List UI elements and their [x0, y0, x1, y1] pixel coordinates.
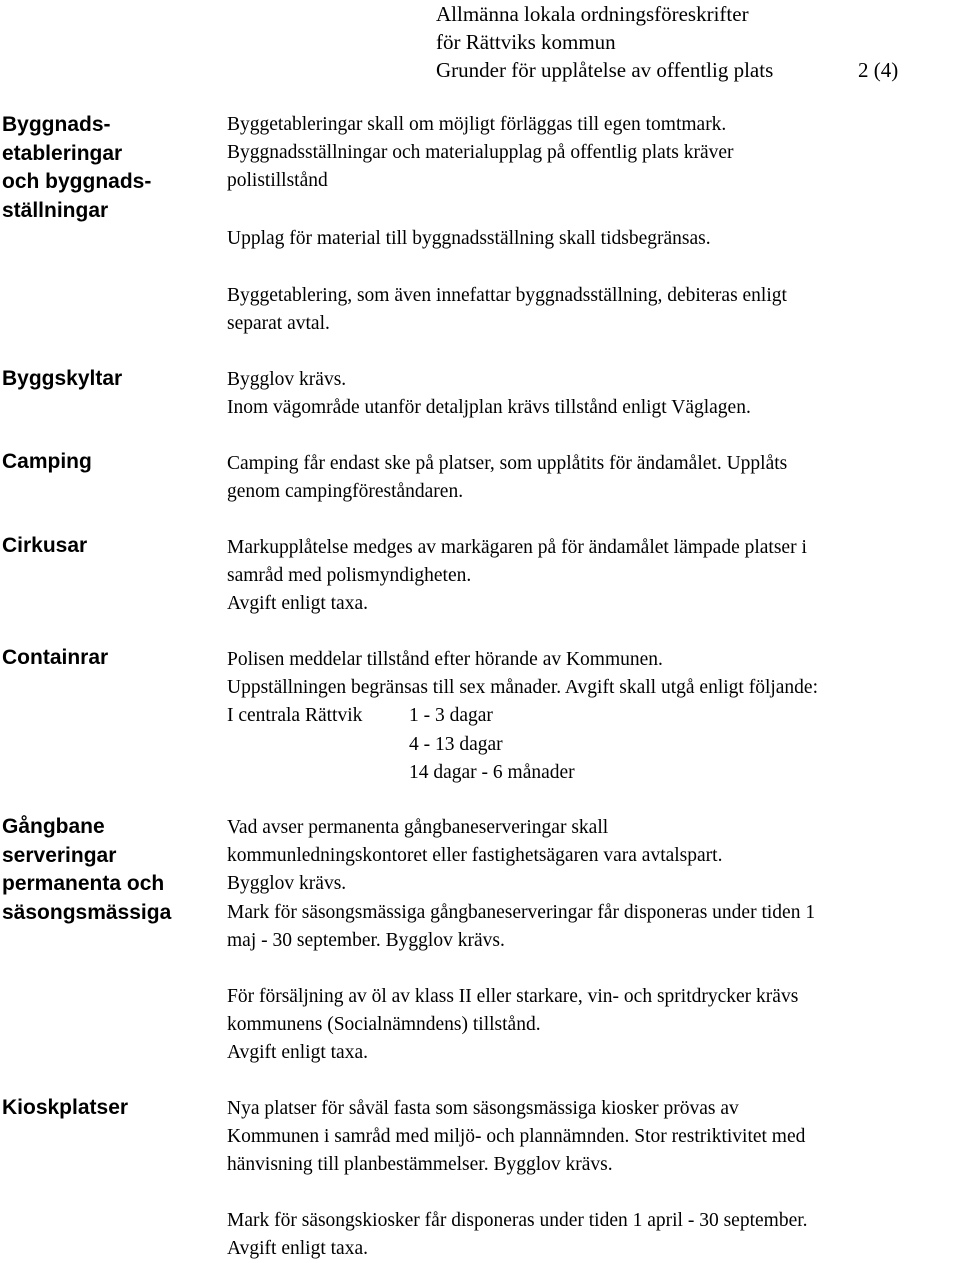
heading-cirkusar: Cirkusar	[2, 534, 88, 557]
heading-camping: Camping	[2, 450, 92, 473]
tier-3: 14 dagar - 6 månader	[409, 761, 575, 783]
tier-row-1	[227, 702, 957, 730]
byggskyltar-text: Bygglov krävs. Inom vägområde utanför detaljplan krävs tillstånd enligt Väglagen.	[227, 369, 751, 419]
kiosk-paragraph-2: Mark för säsongskiosker får disponeras under tiden 1 april - 30 september. Avgift enligt taxa.	[227, 1210, 808, 1260]
header-line-2: för Rättviks kommun	[436, 30, 616, 54]
byggnads-paragraph-2: Upplag för material till byggnadsställning skall tidsbegränsas.	[227, 228, 711, 249]
byggnads-paragraph-1: Byggetableringar skall om möjligt förläggas till egen tomtmark. Byggnadsställningar och materialupplag på offentlig plats kräver polistillstånd	[227, 114, 734, 192]
kiosk-paragraph-1: Nya platser för såväl fasta som säsongsmässiga kiosker prövas av Kommunen i samråd med miljö- och plannämnden. Stor restriktivitet med hänvisning till planbestämmelser. Bygglov krävs.	[227, 1098, 806, 1176]
byggnads-paragraph-3: Byggetablering, som även innefattar byggnadsställning, debiteras enligt separat avtal.	[227, 285, 787, 335]
heading-kioskplatser: Kioskplatser	[2, 1096, 129, 1119]
cirkusar-text: Markupplåtelse medges av markägaren på för ändamålet lämpade platser i samråd med polismyndigheten. Avgift enligt taxa.	[227, 537, 807, 615]
tier-2: 4 - 13 dagar	[409, 733, 503, 755]
gangbane-paragraph-2: För försäljning av öl av klass II eller starkare, vin- och spritdrycker krävs kommunens (Socialnämndens) tillstånd. Avgift enligt taxa.	[227, 986, 799, 1064]
containrar-text: Polisen meddelar tillstånd efter hörande av Kommunen. Uppställningen begränsas till sex månader. Avgift skall utgå enligt följande: I centrala Rättvik 1 - 3 dagar 4 - 13 dagar 14 dagar - 6 månader	[227, 646, 957, 787]
heading-byggskyltar: Byggskyltar	[2, 367, 123, 390]
camping-text: Camping får endast ske på platser, som upplåtits för ändamålet. Upplåts genom campingföreståndaren.	[227, 453, 788, 503]
header-line-3: Grunder för upplåtelse av offentlig plats	[436, 58, 774, 82]
gangbane-paragraph-1: Vad avser permanenta gångbaneserveringar skall kommunledningskontoret eller fastighetsägaren vara avtalspart. Bygglov krävs. Mark för säsongsmässiga gångbaneserveringar får disponeras under tiden 1 maj - 30 september. Bygglov krävs.	[227, 817, 816, 951]
page-number: 2 (4)	[858, 58, 899, 82]
heading-containrar: Containrar	[2, 646, 109, 669]
tier-label: I centrala Rättvik	[227, 705, 363, 727]
heading-byggnadsetableringar: Byggnads- etableringar och byggnads- ställningar	[2, 113, 152, 222]
tier-1: 1 - 3 dagar	[409, 705, 493, 727]
heading-gangbaneserveringar: Gångbane serveringar permanenta och säsongsmässiga	[2, 815, 172, 924]
header-line-1: Allmänna lokala ordningsföreskrifter	[436, 2, 749, 26]
